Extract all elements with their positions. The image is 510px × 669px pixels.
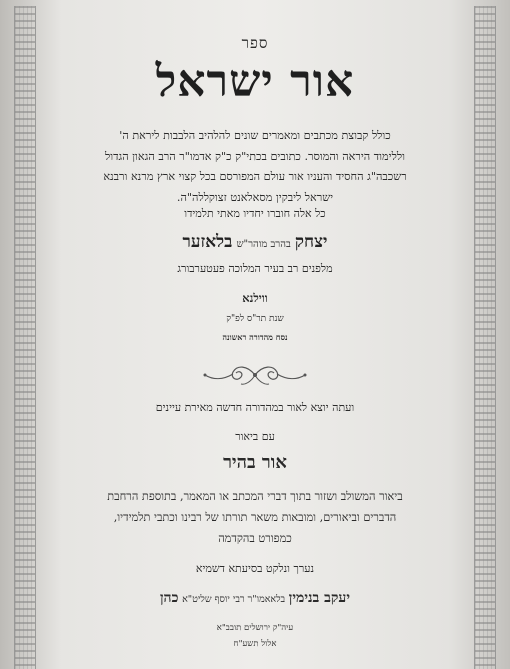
edition-note: נסח מהדורה ראשונה — [222, 332, 288, 342]
explanation-line: הדברים וביאורים, ומובאות משאר תורתו של רבינו וכתבי תלמידיו, — [113, 511, 397, 524]
with-commentary-text: עם ביאור — [235, 430, 275, 443]
editor-patronymic: בלאאמו"ר רבי יוסף שליט"א — [182, 594, 286, 605]
explanation-line: כמפורט בהקדמה — [218, 532, 292, 545]
editor-first-name: יעקב בנימין — [288, 590, 351, 606]
publication-city: ווילנא — [242, 291, 268, 305]
publication-date: אלול תשע"ח — [233, 639, 277, 649]
author-first-name: יצחק — [294, 232, 328, 252]
edited-text: נערך ונלקט בסיעתא דשמיא — [195, 562, 315, 575]
description-line: וללימוד היראה והמוסר. כתובים בכתי"ק כ"ק אדמו"ר הרב הגאון הגדול — [105, 149, 405, 163]
author-title: מלפנים רב בעיר המלוכה פעטערבורג — [177, 262, 333, 275]
author-name — [44, 232, 466, 252]
sefer-label: ספר — [241, 34, 269, 52]
description-line: רשכבה"ג החסיד והעניו אור עולם המפורסם בכל קצוי ארץ מרנא ורבנא — [103, 170, 407, 183]
compiled-by-text: כל אלה חוברו יחדיו מאתי תלמידו — [184, 207, 326, 220]
commentary-title: אור בהיר — [223, 452, 287, 473]
publication-place: עיה"ק ירושלים תובב"א — [216, 623, 294, 633]
author-last-name: בלאזער — [182, 232, 233, 252]
page-content — [44, 0, 466, 669]
commentary-description — [44, 486, 466, 549]
editor-name — [44, 590, 466, 607]
editor-last-name: כהן — [159, 590, 179, 606]
description-line: כולל קבוצת מכתבים ומאמרים שונים להלהיב הלבבות ליראת ה' — [119, 129, 391, 142]
decorative-border-right — [474, 6, 496, 669]
decorative-border-left — [14, 6, 36, 669]
description-line: ישראל ליבקין מסאלאנט זצוקללה"ה. — [176, 190, 334, 204]
publication-year: שנת תר"ס לפ"ק — [226, 314, 284, 324]
ornament-divider-icon — [195, 360, 315, 390]
author-patronymic: בהרב מוהר"ש — [236, 239, 291, 250]
new-edition-text: ועתה יוצא לאור במהדורה חדשה מאירת עיינים — [155, 401, 355, 414]
book-description — [44, 126, 466, 208]
explanation-line: ביאור המשולב ושזור בתוך דברי המכתב או המאמר, בתוספת הרחבת — [107, 490, 403, 503]
book-title: אור ישראל — [155, 56, 355, 107]
